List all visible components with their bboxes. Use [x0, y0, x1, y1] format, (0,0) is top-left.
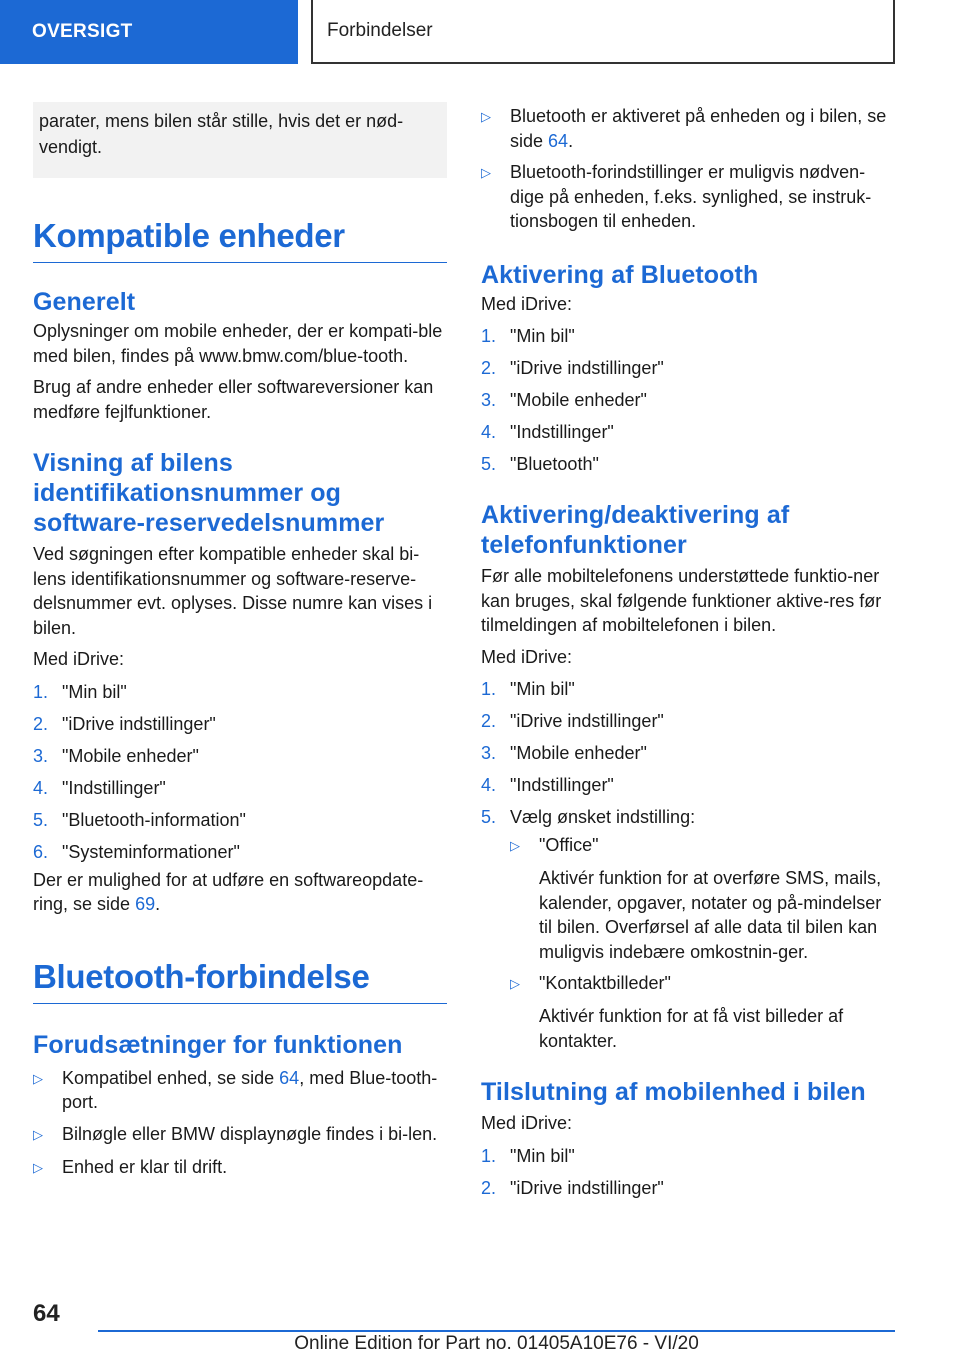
- left-column: [33, 100, 447, 1181]
- bullet-arrow-icon: ▷: [481, 165, 491, 180]
- continued-note: parater, mens bilen står stille, hvis det er nød-vendigt.: [33, 102, 447, 178]
- step-text: "Bluetooth-information": [62, 809, 246, 830]
- bullet-list: [510, 833, 895, 859]
- option-description: Aktivér funktion for at overføre SMS, mails, kalender, opgaver, notater og på-mindelser til bilen. Overførsel af alle data til bilen kan muligvis indebære omkostnin-ger.: [539, 868, 882, 962]
- step-item: [33, 836, 447, 868]
- step-text: "Indstillinger": [510, 775, 614, 795]
- step-number: 1.: [481, 1145, 497, 1166]
- step-item: [481, 448, 895, 480]
- bullet-list: [510, 971, 895, 997]
- paragraph: Med iDrive:: [481, 293, 573, 314]
- step-list: [33, 676, 447, 868]
- list-item: ▷ "Kontaktbilleder": [510, 971, 895, 997]
- step-number: 2.: [481, 1177, 497, 1198]
- step-text: "iDrive indstillinger": [510, 1177, 664, 1198]
- step-text: "Min bil": [510, 1145, 575, 1166]
- bullet-arrow-icon: ▷: [510, 976, 520, 991]
- step-item: [481, 320, 895, 352]
- bullet-arrow-icon: ▷: [481, 109, 491, 124]
- step-text: "iDrive indstillinger": [510, 358, 664, 378]
- step-number: 2.: [481, 358, 497, 378]
- step-text: Vælg ønsket indstilling:: [510, 807, 696, 827]
- step-text: "Min bil": [62, 681, 127, 702]
- step-number: 4.: [33, 777, 49, 798]
- section-title: OVERSIGT: [32, 21, 133, 42]
- list-item: ▷ Enhed er klar til drift.: [33, 1155, 447, 1181]
- step-text: "Systeminformationer": [62, 841, 240, 862]
- footer-edition: Online Edition for Part no. 01405A10E76 - VI/20: [294, 1333, 699, 1354]
- step-text: "Min bil": [510, 679, 575, 699]
- right-column: [481, 100, 895, 1204]
- heading-phone-functions: Aktivering/deaktivering af telefonfunktioner: [481, 501, 790, 559]
- step-item: [33, 804, 447, 836]
- step-item: [481, 416, 895, 448]
- step-number: 3.: [481, 390, 497, 410]
- heading-prerequisites: Forudsætninger for funktionen: [33, 1030, 403, 1059]
- step-item: [33, 676, 447, 708]
- bullet-list: [33, 1066, 447, 1181]
- step-number: 1.: [481, 679, 497, 699]
- bullet-arrow-icon: ▷: [510, 838, 520, 853]
- heading-connect-device: Tilslutning af mobilenhed i bilen: [481, 1078, 866, 1106]
- page-link[interactable]: 69: [135, 894, 156, 914]
- list-item: ▷ Kompatibel enhed, se side 64, med Blue-tooth-port.: [33, 1066, 447, 1115]
- step-item: [33, 772, 447, 804]
- step-number: 5.: [481, 807, 497, 827]
- step-number: 6.: [33, 841, 49, 862]
- section-tab: [0, 0, 298, 64]
- step-item: [481, 705, 895, 737]
- page-link[interactable]: 64: [279, 1067, 300, 1088]
- step-number: 4.: [481, 775, 497, 795]
- footer-divider: [98, 1330, 895, 1332]
- step-text: "Mobile enheder": [62, 745, 199, 766]
- step-number: 3.: [33, 745, 49, 766]
- paragraph: Før alle mobiltelefonens understøttede funktio-ner kan bruges, skal følgende funktioner aktive-res før tilmeldingen af mobiltelefonen i bilen.: [481, 566, 882, 635]
- paragraph: Med iDrive:: [481, 646, 573, 667]
- step-number: 2.: [33, 713, 49, 734]
- chapter-title: Forbindelser: [327, 20, 433, 41]
- list-item: ▷ Bilnøgle eller BMW displaynøgle findes i bi-len.: [33, 1122, 447, 1148]
- step-text: "Min bil": [510, 326, 575, 346]
- paragraph: Ved søgningen efter kompatible enheder skal bi-lens identifikationsnummer og software-reserve-delsnummer evt. oplyses. Disse numre kan vises i bilen.: [33, 544, 433, 638]
- page-link[interactable]: 64: [548, 130, 569, 151]
- page-number: 64: [33, 1300, 60, 1327]
- step-list: [481, 320, 895, 480]
- paragraph: Oplysninger om mobile enheder, der er kompati-ble med bilen, findes på www.bmw.com/blue-tooth.: [33, 321, 443, 366]
- bullet-arrow-icon: ▷: [33, 1159, 43, 1175]
- step-number: 4.: [481, 422, 497, 442]
- step-number: 5.: [33, 809, 49, 830]
- step-item: [33, 708, 447, 740]
- step-item: [481, 737, 895, 769]
- step-item: [481, 1172, 895, 1204]
- step-number: 2.: [481, 711, 497, 731]
- bullet-list: [481, 104, 895, 234]
- bullet-arrow-icon: ▷: [33, 1070, 43, 1086]
- list-item: ▷ Bluetooth er aktiveret på enheden og i bilen, se side 64.: [481, 104, 895, 153]
- step-text: "Indstillinger": [62, 777, 166, 798]
- heading-activate-bluetooth: Aktivering af Bluetooth: [481, 260, 759, 289]
- step-item: [33, 740, 447, 772]
- step-list: [481, 673, 895, 833]
- step-item: [481, 769, 895, 801]
- paragraph: Der er mulighed for at udføre en softwareopdate-ring, se side 69.: [33, 869, 424, 914]
- chapter-header: [311, 0, 895, 64]
- paragraph: Brug af andre enheder eller softwareversioner kan medføre fejlfunktioner.: [33, 377, 434, 422]
- step-text: "iDrive indstillinger": [62, 713, 216, 734]
- sub-options: [481, 833, 895, 1053]
- heading-vin-display: Visning af bilens identifikationsnummer og software-reservedelsnummer: [33, 449, 385, 537]
- heading-compatible-devices: Kompatible enheder: [33, 216, 447, 263]
- step-number: 5.: [481, 454, 497, 474]
- step-text: "Indstillinger": [510, 422, 614, 442]
- heading-bluetooth-connection: Bluetooth-forbindelse: [33, 957, 447, 1004]
- step-item: [481, 352, 895, 384]
- list-item: ▷ Bluetooth-forindstillinger er muligvis nødven-dige på enheden, f.eks. synlighed, se instruk-tionsbogen til enheden.: [481, 160, 895, 234]
- option-description: Aktivér funktion for at få vist billeder af kontakter.: [539, 1006, 844, 1051]
- step-text: "iDrive indstillinger": [510, 711, 664, 731]
- list-item: ▷ "Office": [510, 833, 895, 859]
- step-item: [481, 1140, 895, 1172]
- step-number: 1.: [33, 681, 49, 702]
- step-text: "Bluetooth": [510, 454, 599, 474]
- step-text: "Mobile enheder": [510, 743, 647, 763]
- paragraph: Med iDrive:: [481, 1113, 573, 1133]
- step-number: 3.: [481, 743, 497, 763]
- step-item: [481, 673, 895, 705]
- heading-general: Generelt: [33, 288, 136, 316]
- step-item: [481, 801, 895, 833]
- step-text: "Mobile enheder": [510, 390, 647, 410]
- step-list: [481, 1140, 895, 1204]
- paragraph: Med iDrive:: [33, 649, 125, 669]
- step-number: 1.: [481, 326, 497, 346]
- bullet-arrow-icon: ▷: [33, 1126, 43, 1142]
- step-item: [481, 384, 895, 416]
